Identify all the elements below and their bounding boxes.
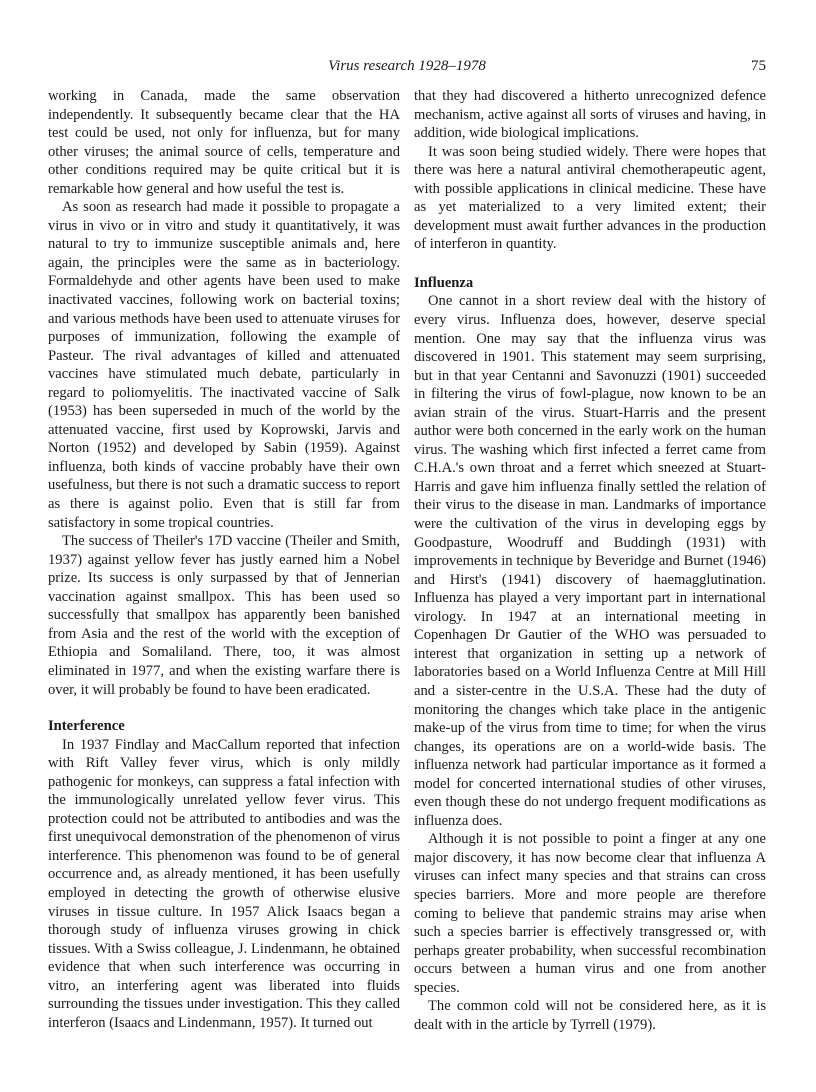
paragraph: The success of Theiler's 17D vaccine (Theiler and Smith, 1937) against yellow fever has justly earned him a Nobel prize. Its success is only surpassed by that of Jennerian vaccination against smallpox. This has been used so successfully that smallpox has apparently been banished from Asia and the rest of the world with the exception of Ethiopia and Somaliland. There, too, it was almost eliminated in 1977, and when the existing warfare there is over, it will probably be found to have been eradicated.	[48, 533, 400, 698]
paragraph: that they had discovered a hitherto unrecognized defence mechanism, active against all sorts of viruses and having, in addition, wide biological implications.	[414, 88, 766, 142]
paragraph: working in Canada, made the same observation independently. It subsequently became clear that the HA test could be used, not only for influenza, but for many other viruses; the animal source of cells, temperature and other conditions required may be quite critical but it is remarkable how general and how useful the test is.	[48, 88, 400, 197]
left-column	[48, 87, 400, 1032]
paragraph: One cannot in a short review deal with the history of every virus. Influenza does, however, deserve special mention. One may say that the influenza virus was discovered in 1901. This statement may seem surprising, but in that year Centanni and Savonuzzi (1901) succeeded in filtering the virus of fowl-plague, now known to be an avian strain of the virus. Stuart-Harris and the present author were both concerned in the early work on the human virus. The washing which first infected a ferret came from C.H.A.'s own throat and a ferret which sneezed at Stuart-Harris and gave him influenza finally settled the relation of their virus to the disease in man. Landmarks of importance were the cultivation of the virus in developing eggs by Goodpasture, Woodruff and Buddingh (1931) with improvements in technique by Beveridge and Burnet (1946) and Hirst's (1941) discovery of haemagglutination. Influenza has played a very important part in international virology. In 1947 at an international meeting in Copenhagen Dr Gautier of the WHO was persuaded to interest that organization in setting up a network of laboratories based on a World Influenza Centre at Mill Hill and a sister-centre in the U.S.A. These had the duty of monitoring the changes which take place in the antigenic make-up of the virus from time to time; for when the virus changes, its operations are on a world-wide basis. The influenza network had particular importance as it formed a model for concerted international studies of other viruses, even though these do not undergo frequent modifications as influenza does.	[414, 293, 766, 829]
running-title: Virus research 1928–1978	[328, 58, 486, 74]
section-heading-influenza: Influenza	[414, 274, 474, 291]
paragraph: As soon as research had made it possible to propagate a virus in vivo or in vitro and study it quantitatively, it was natural to try to immunize susceptible animals and, here again, the principles were the same as in bacteriology. Formaldehyde and other agents have been used to make inactivated vaccines, following work on bacterial toxins; and various methods have been used to attenuate viruses for purposes of immunization, following the example of Pasteur. The rival advantages of killed and attenuated vaccines have stimulated much debate, particularly in regard to poliomyelitis. The inactivated vaccine of Salk (1953) has been superseded in much of the world by the attenuated vaccine, first used by Koprowski, Jarvis and Norton (1952) and developed by Sabin (1959). Against influenza, both kinds of vaccine probably have their own usefulness, but there is not such a dramatic success to report as there is against polio. Even that is still far from satisfactory in some tropical countries.	[48, 199, 400, 531]
page-number: 75	[751, 58, 766, 74]
paragraph: In 1937 Findlay and MacCallum reported that infection with Rift Valley fever virus, which is only mildly pathogenic for monkeys, can suppress a fatal infection with the immunologically unrelated yellow fever virus. This protection could not be attributed to antibodies and was the first unequivocal demonstration of the phenomenon of virus interference. This phenomenon was found to be of general occurrence and, as already mentioned, it has been usefully employed in detecting the growth of otherwise elusive viruses in tissue culture. In 1957 Alick Isaacs began a thorough study of influenza viruses growing in chick tissues. With a Swiss colleague, J. Lindenmann, he obtained evidence that when such interference was occurring in vitro, an interfering agent was liberated into fluids surrounding the tissues under investigation. This they called interferon (Isaacs and Lindenmann, 1957). It turned out	[48, 736, 400, 1031]
paragraph: The common cold will not be considered here, as it is dealt with in the article by Tyrrell (1979).	[414, 998, 766, 1033]
section-heading-interference: Interference	[48, 718, 125, 735]
paragraph: Although it is not possible to point a finger at any one major discovery, it has now become clear that influenza A viruses can infect many species and that strains can cross species barriers. More and more people are therefore coming to believe that pandemic strains may arise when such a species barrier is effectively transgressed or, with perhaps greater probability, when successful recombination occurs between a human virus and one from another species.	[414, 831, 766, 996]
right-column	[414, 87, 766, 1034]
page-header	[48, 58, 766, 78]
paragraph: It was soon being studied widely. There were hopes that there was here a natural antiviral chemotherapeutic agent, with possible applications in clinical medicine. These have as yet materialized to a very limited extent; their development must await further advances in the production of interferon in quantity.	[414, 143, 766, 253]
